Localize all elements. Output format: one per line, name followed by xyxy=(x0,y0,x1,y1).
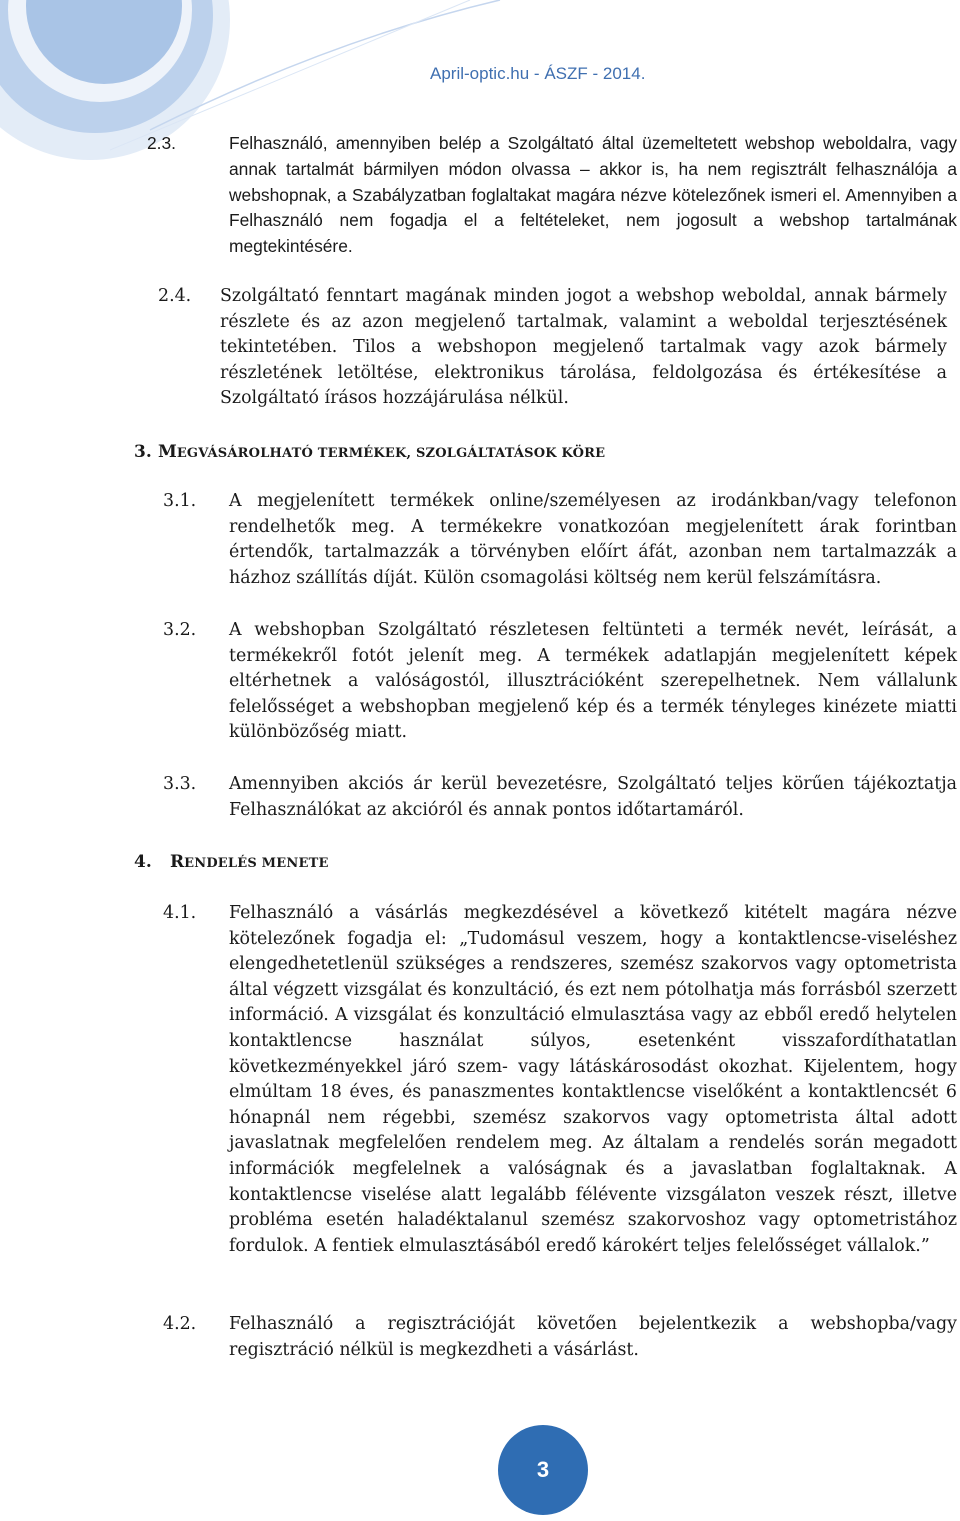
section-number: 4.1. xyxy=(163,903,197,923)
section-2-3-text: Felhasználó, amennyiben belép a Szolgáltató által üzemeltetett webshop weboldalra, vagy annak tartalmát bármilyen módon olvassa – akkor is, ha nem regisztrált felhasználója a webshopnak, a Szabályzatban foglaltakat magára nézve kötelezőnek ismeri el. Amennyiben a Felhasználó nem fogadja el a feltételeket, nem jogosult a webshop tartalmának megtekintésére. xyxy=(229,133,957,257)
section-number: 3.3. xyxy=(163,774,197,794)
section-3-1-text: A megjelenített termékek online/személyesen az irodánkban/vagy telefonon rendelhetők meg. A termékekre vonatkozóan megjelenített árak forintban értendők, tartalmazzák a törvényben előírt áfát, azonban nem tartalmazzák a házhoz szállítás díját. Külön csomagolási költség nem kerül felszámításra. xyxy=(229,491,957,588)
section-4-2-text: Felhasználó a regisztrációját követően bejelentkezik a webshopba/vagy regisztráció nélkül is megkezdheti a vásárlást. xyxy=(229,1314,957,1360)
heading-rest: EGVÁSÁROLHATÓ TERMÉKEK, SZOLGÁLTATÁSOK KÖRE xyxy=(176,446,606,461)
section-number: 4.2. xyxy=(163,1314,197,1334)
section-4-1-text: Felhasználó a vásárlás megkezdésével a következő kitételt magára nézve kötelezőnek fogadja el: „Tudomásul veszem, hogy a kontaktlencse-viseléshez elengedhetetlenül szükséges a rendszeres, szemész szakorvos vagy optometrista által végzett vizsgálat és konzultáció, és ezt nem pótolhatja más forrásból szerzett információ. A vizsgálat és konzultáció elmulasztása vagy az ebből eredő helytelen kontaktlencse használat súlyos, esetenként visszafordíthatatlan következményekkel járó szem- vagy látáskárosodást okozhat. Kijelentem, hogy elmúltam 18 éves, és panaszmentes kontaktlencse viselőként a kontaktlencsét 6 hónapnál nem régebbi, szemész szakorvos vagy optometrista által adott javaslatnak megfelelően rendelem meg. Az általam a rendelés során megadott információk megfelelnek a valóságnak és a javaslatban foglaltaknak. A kontaktlencse viselése alatt legalább félévente vizsgálaton veszek részt, illetve probléma esetén haladéktalanul szemész szakorvoshoz vagy optometristához fordulok. A fentiek elmulasztásából eredő károkért teljes felelősséget vállalok.” xyxy=(229,903,957,1256)
section-number: 2.3. xyxy=(147,133,177,153)
heading-number: 4. xyxy=(134,852,152,872)
heading-number: 3. xyxy=(134,442,152,462)
heading-rest: ENDELÉS MENETE xyxy=(184,856,329,871)
section-number: 3.1. xyxy=(163,491,197,511)
section-3-2-text: A webshopban Szolgáltató részletesen feltünteti a termék nevét, leírását, a termékekről fotót jelenít meg. A termékek adatlapján megjelenített képek eltérhetnek a valóságostól, illusztrációként szerepelhetnek. Nem vállalunk felelősséget a webshopban megjelenő kép és a termék tényleges kinézete miatti különbözőség miatt. xyxy=(229,620,957,743)
section-heading-4 xyxy=(134,850,329,876)
header-title: April-optic.hu - ÁSZF - 2014. xyxy=(430,64,646,83)
heading-initial: M xyxy=(158,442,177,462)
section-number: 3.2. xyxy=(163,620,197,640)
section-number: 2.4. xyxy=(158,286,192,306)
page-number-badge: 3 xyxy=(498,1425,588,1515)
section-3-3-text: Amennyiben akciós ár kerül bevezetésre, Szolgáltató teljes körűen tájékoztatja Felhasználókat az akcióról és annak pontos időtartamáról. xyxy=(229,774,957,820)
heading-initial: R xyxy=(170,852,185,872)
section-2-4-text: Szolgáltató fenntart magának minden jogot a webshop weboldal, annak bármely részlete és az azon megjelenő tartalmak, valamint a weboldal terjesztésének tekintetében. Tilos a webshopon megjelenő tartalmak vagy azok bármely részletének letöltése, elektronikus tárolása, feldolgozása és értékesítése a Szolgáltató írásos hozzájárulása nélkül. xyxy=(220,286,947,409)
section-heading-3 xyxy=(134,440,605,466)
